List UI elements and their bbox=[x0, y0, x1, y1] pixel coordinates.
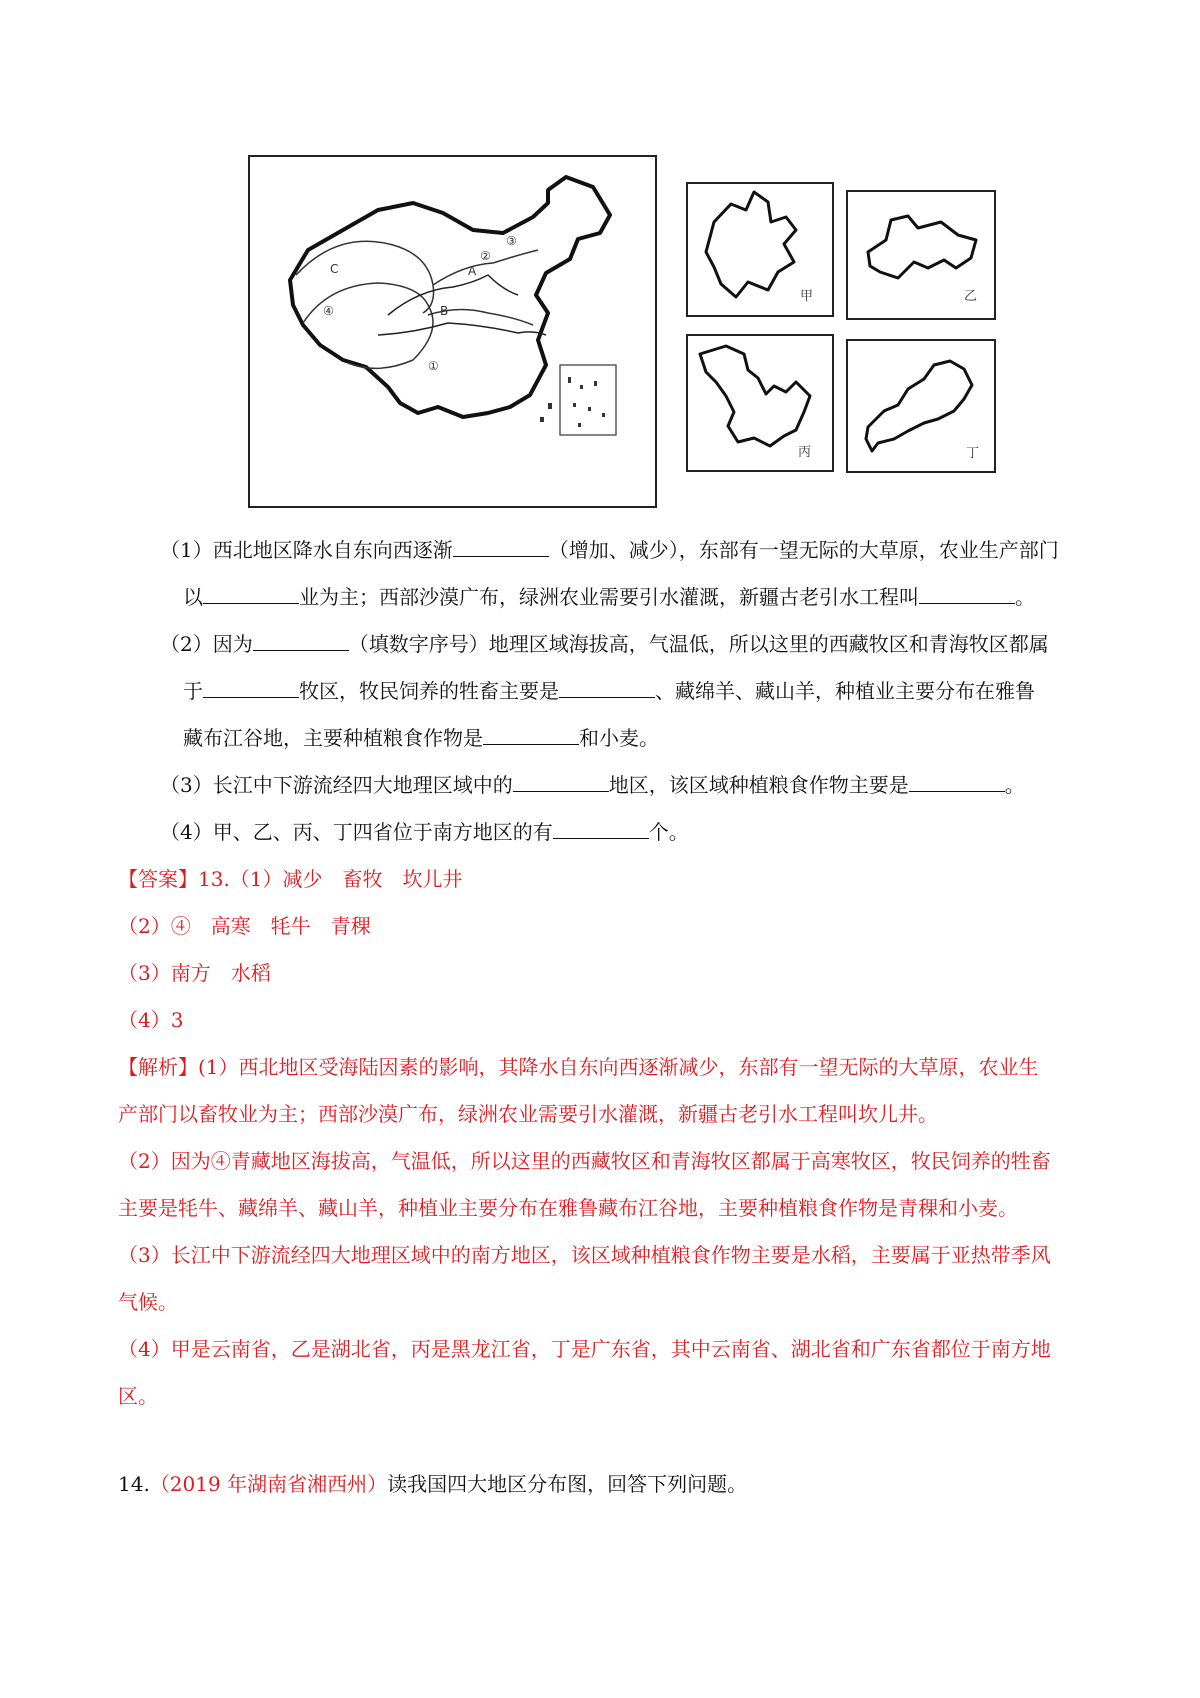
map-label-2: ② bbox=[480, 249, 491, 263]
q3-text-c: 。 bbox=[1004, 773, 1025, 797]
q1-blank-1[interactable] bbox=[453, 538, 549, 557]
q2-text-c: 于 bbox=[183, 679, 203, 703]
province-label-yi: 乙 bbox=[964, 289, 978, 304]
q2-text-f: 藏布江谷地，主要种植粮食作物是 bbox=[183, 726, 483, 750]
province-jia-figure bbox=[686, 182, 834, 321]
analysis-line-4: 主要是牦牛、藏绵羊、藏山羊，种植业主要分布在雅鲁藏布江谷地，主要种植粮食作物是青稞和小麦。 bbox=[118, 1196, 1018, 1220]
q2-text-g: 和小麦。 bbox=[579, 726, 659, 750]
q2-text-e: 、藏绵羊、藏山羊，种植业主要分布在雅鲁 bbox=[655, 679, 1035, 703]
q2-blank-1[interactable] bbox=[253, 632, 349, 651]
q2-line2 bbox=[183, 677, 1035, 705]
answer-line-3: （3）南方 水稻 bbox=[118, 961, 271, 985]
q1-blank-2[interactable] bbox=[203, 585, 299, 604]
q2-blank-2[interactable] bbox=[203, 679, 299, 698]
map-label-a: A bbox=[468, 264, 477, 278]
q4-line1 bbox=[160, 818, 689, 846]
q14-text: 读我国四大地区分布图，回答下列问题。 bbox=[387, 1472, 748, 1496]
province-label-ding: 丁 bbox=[966, 446, 980, 461]
province-label-jia: 甲 bbox=[800, 289, 814, 304]
q1-text-d: 业为主；西部沙漠广布，绿洲农业需要引水灌溉，新疆古老引水工程叫 bbox=[299, 585, 919, 609]
china-map-figure bbox=[248, 155, 658, 514]
answer-line-1: 【答案】13.（1）减少 畜牧 坎儿井 bbox=[118, 867, 463, 891]
q3-text-a: （3）长江中下游流经四大地理区域中的 bbox=[160, 773, 513, 797]
q14-number: 14. bbox=[118, 1472, 150, 1496]
analysis-line-5: （3）长江中下游流经四大地理区域中的南方地区，该区域种植粮食作物主要是水稻，主要属于亚热带季风 bbox=[118, 1243, 1051, 1267]
map-label-c: C bbox=[330, 262, 339, 276]
map-label-3: ③ bbox=[506, 234, 517, 248]
q3-text-b: 地区，该区域种植粮食作物主要是 bbox=[608, 773, 909, 797]
q2-text-d: 牧区，牧民饲养的牲畜主要是 bbox=[299, 679, 559, 703]
q1-blank-3[interactable] bbox=[919, 585, 1015, 604]
map-label-1: ① bbox=[428, 359, 439, 373]
q1-line2 bbox=[183, 583, 1035, 611]
map-label-b: B bbox=[440, 304, 449, 318]
map-label-4: ④ bbox=[323, 304, 334, 318]
analysis-line-8: 区。 bbox=[118, 1384, 158, 1408]
q4-text-a: （4）甲、乙、丙、丁四省位于南方地区的有 bbox=[160, 820, 553, 844]
q14-source: （2019 年湖南省湘西州） bbox=[149, 1472, 388, 1496]
q1-line1 bbox=[160, 536, 1059, 564]
analysis-line-1: 【解析】(1）西北地区受海陆因素的影响，其降水自东向西逐渐减少，东部有一望无际的大草原，农业生 bbox=[118, 1055, 1039, 1079]
analysis-line-3: （2）因为④青藏地区海拔高，气温低，所以这里的西藏牧区和青海牧区都属于高寒牧区，牧民饲养的牲畜 bbox=[118, 1149, 1051, 1173]
answer-line-2: （2）④ 高寒 牦牛 青稞 bbox=[118, 914, 371, 938]
q3-blank-1[interactable] bbox=[513, 773, 609, 792]
q1-text-a: （1）西北地区降水自东向西逐渐 bbox=[160, 538, 453, 562]
q3-blank-2[interactable] bbox=[909, 773, 1005, 792]
answer-line-4: （4）3 bbox=[118, 1008, 184, 1032]
province-bing-figure bbox=[686, 334, 834, 476]
q1-text-e: 。 bbox=[1015, 585, 1035, 609]
q2-text-a: （2）因为 bbox=[160, 632, 253, 656]
q1-text-b: （增加、减少），东部有一望无际的大草原，农业生产部门 bbox=[548, 538, 1059, 562]
q2-line3 bbox=[183, 724, 659, 752]
province-label-bing: 丙 bbox=[798, 445, 812, 460]
analysis-line-2: 产部门以畜牧业为主；西部沙漠广布，绿洲农业需要引水灌溉，新疆古老引水工程叫坎儿井。 bbox=[118, 1102, 938, 1126]
analysis-line-7: （4）甲是云南省，乙是湖北省，丙是黑龙江省，丁是广东省，其中云南省、湖北省和广东省都位于南方地 bbox=[118, 1337, 1051, 1361]
q4-text-b: 个。 bbox=[648, 820, 689, 844]
q4-blank-1[interactable] bbox=[553, 820, 649, 839]
q2-text-b: （填数字序号）地理区域海拔高，气温低，所以这里的西藏牧区和青海牧区都属 bbox=[348, 632, 1049, 656]
q3-line1 bbox=[160, 771, 1025, 799]
q1-text-c: 以 bbox=[183, 585, 203, 609]
q2-blank-4[interactable] bbox=[483, 726, 579, 745]
province-ding-figure bbox=[846, 339, 996, 477]
question-14 bbox=[118, 1470, 747, 1498]
analysis-line-6: 气候。 bbox=[118, 1290, 178, 1314]
q2-line1 bbox=[160, 630, 1049, 658]
q2-blank-3[interactable] bbox=[559, 679, 655, 698]
province-yi-figure bbox=[846, 190, 996, 324]
china-regions-map bbox=[248, 155, 658, 510]
